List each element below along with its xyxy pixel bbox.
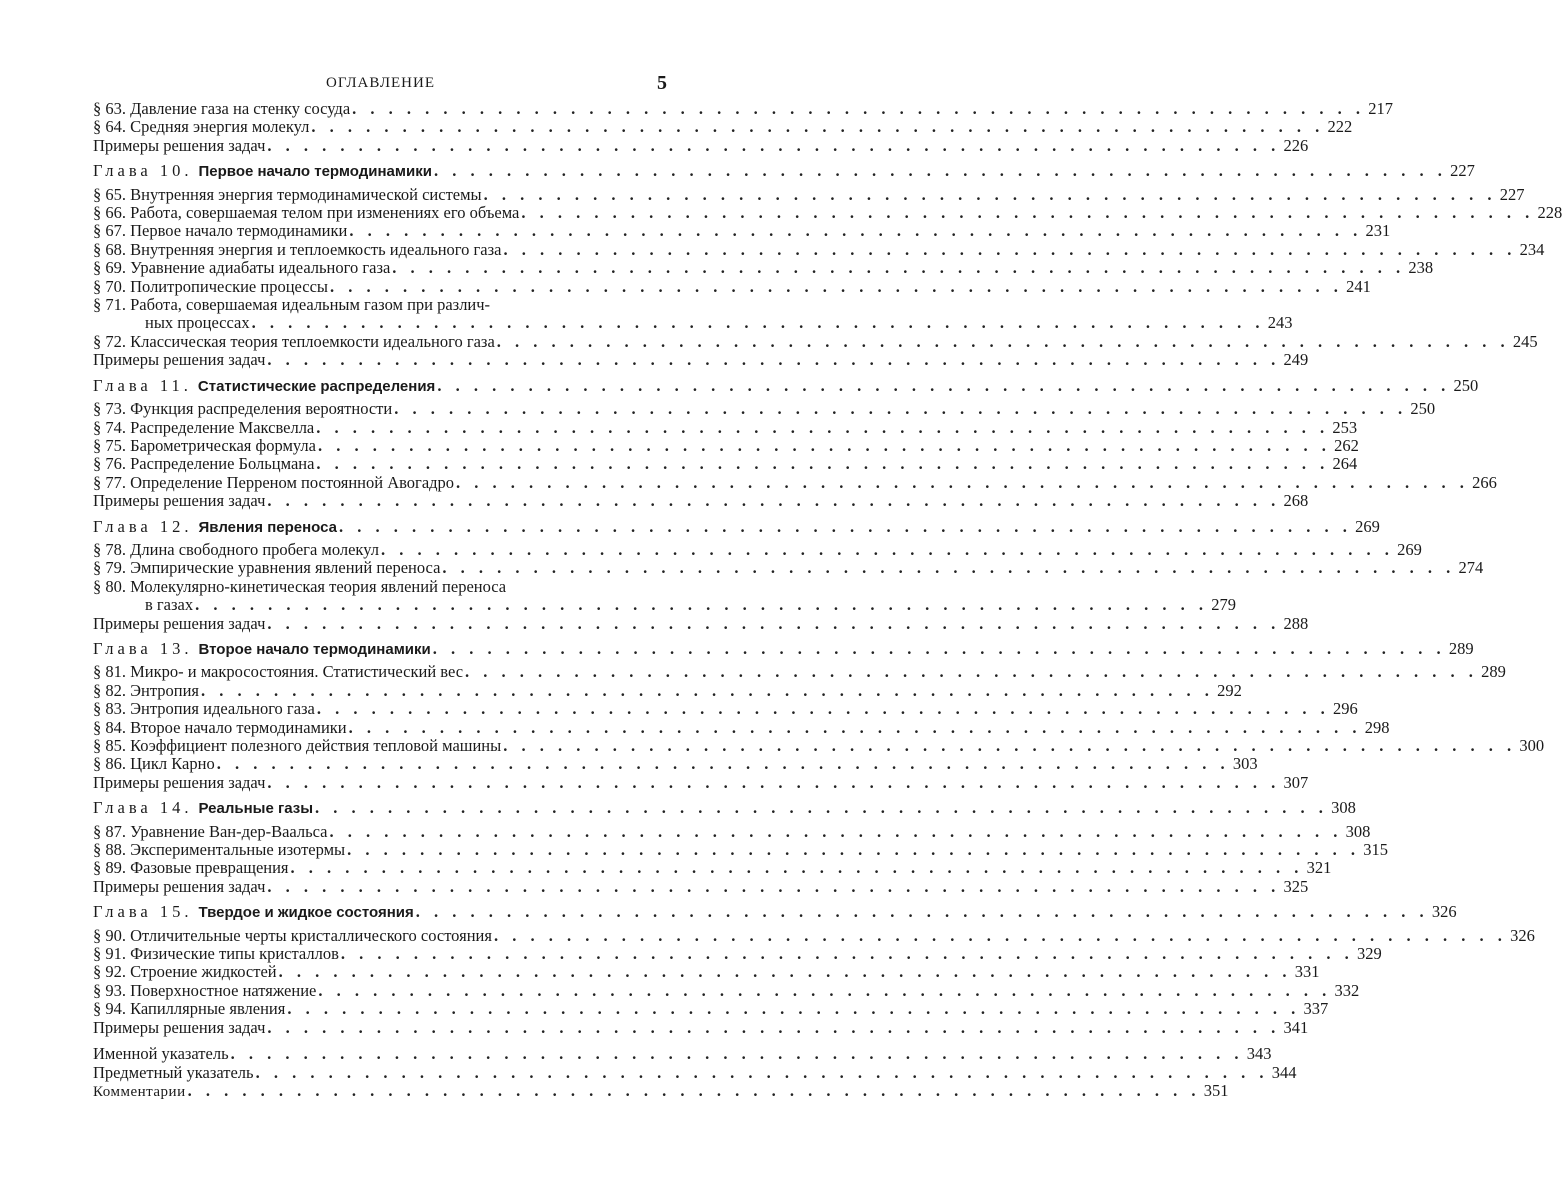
toc-entry-66[interactable]: [93, 203, 1562, 223]
chapter-label: Глава 13.: [93, 638, 193, 658]
leader-dots: . . . . . . . . . . . . . . . . . . . . . . . . . . . . . . . . . . . . . . . . . . . . . . . . . . . . . . . .: [503, 736, 1517, 755]
toc-entry-text: Примеры решения задач: [93, 772, 266, 792]
toc-entry-91[interactable]: [93, 944, 1382, 964]
chapter-title: Первое начало термодинамики: [198, 163, 432, 181]
toc-entry-page: 222: [1327, 117, 1353, 137]
toc-chapter-13[interactable]: [93, 638, 1474, 659]
toc-entry-page: 307: [1283, 772, 1309, 792]
toc-chapter-15[interactable]: [93, 902, 1457, 922]
leader-dots: . . . . . . . . . . . . . . . . . . . . . . . . . . . . . . . . . . . . . . . . . . . . . . . . . . . . . . . .: [187, 1080, 1201, 1100]
toc-entry-text: § 88. Экспериментальные изотермы: [93, 840, 346, 860]
leader-dots: . . . . . . . . . . . . . . . . . . . . . . . . . . . . . . . . . . . . . . . . . . . . . . . . . . . . . . . .: [456, 472, 1469, 492]
toc-entry-page: 343: [1246, 1044, 1272, 1064]
leader-dots: . . . . . . . . . . . . . . . . . . . . . . . . . . . . . . . . . . . . . . . . . . . . . . . . . . . . . . . .: [380, 539, 1394, 559]
toc-entry-text: § 93. Поверхностное натяжение: [93, 980, 317, 1000]
toc-entry-page: 289: [1448, 638, 1474, 658]
leader-dots: . . . . . . . . . . . . . . . . . . . . . . . . . . . . . . . . . . . . . . . . . . . . . . . . . . . . . . . .: [316, 699, 1330, 719]
leader-dots: . . . . . . . . . . . . . . . . . . . . . . . . . . . . . . . . . . . . . . . . . . . . . . . . . . . . . . . .: [493, 925, 1507, 945]
toc-entry-page: 341: [1283, 1017, 1309, 1037]
toc-entry-page: 241: [1346, 276, 1371, 296]
toc-entry-name-index[interactable]: [93, 1044, 1272, 1064]
toc-entry-page: 238: [1408, 258, 1434, 278]
toc-entry-page: 269: [1397, 539, 1422, 559]
chapter-label: Глава 15.: [93, 902, 193, 922]
toc-entry-text: § 80. Молекулярно-кинетическая теория явлений переноса: [93, 576, 507, 596]
toc-entry-page: 308: [1331, 798, 1356, 818]
leader-dots: . . . . . . . . . . . . . . . . . . . . . . . . . . . . . . . . . . . . . . . . . . . . . . . . . . . . . . . .: [330, 276, 1343, 296]
toc-page: [93, 66, 1562, 1101]
toc-entry-81[interactable]: [93, 662, 1506, 682]
toc-entry-73[interactable]: [93, 399, 1436, 419]
leader-dots: . . . . . . . . . . . . . . . . . . . . . . . . . . . . . . . . . . . . . . . . . . . . . . . . . . . . . . . .: [267, 1017, 1281, 1037]
toc-entry-text: § 75. Барометрическая формула: [93, 435, 316, 455]
toc-entry-page: 296: [1332, 699, 1358, 719]
toc-entry-text: § 73. Функция распределения вероятности: [93, 399, 393, 419]
toc-entry-text: Примеры решения задач: [93, 1017, 266, 1037]
toc-entry-87[interactable]: [93, 821, 1371, 841]
toc-entry-page: 326: [1431, 902, 1457, 922]
leader-dots: . . . . . . . . . . . . . . . . . . . . . . . . . . . . . . . . . . . . . . . . . . . . . . . . . . . . . . . .: [255, 1062, 1269, 1082]
toc-entry-text: § 86. Цикл Карно: [93, 754, 215, 774]
chapter-title: Статистические распределения: [197, 377, 436, 395]
toc-entry-83[interactable]: [93, 699, 1358, 719]
toc-entry-text: § 66. Работа, совершаемая телом при изменениях его объема: [93, 203, 520, 223]
toc-entry-subject-index[interactable]: [93, 1062, 1297, 1082]
toc-entry-page: 331: [1294, 962, 1320, 982]
leader-dots: . . . . . . . . . . . . . . . . . . . . . . . . . . . . . . . . . . . . . . . . . . . . . . . . . . . . . . . .: [267, 350, 1281, 370]
toc-entry-68[interactable]: [93, 239, 1545, 259]
toc-entry-71[interactable]: [93, 295, 1293, 333]
toc-entry-page: 253: [1332, 417, 1358, 437]
toc-entry-text: § 85. Коэффициент полезного действия тепловой машины: [93, 736, 502, 755]
toc-entry-page: 262: [1334, 435, 1359, 455]
toc-entry-page: 217: [1368, 99, 1394, 118]
toc-entry-79[interactable]: [93, 558, 1484, 578]
toc-entry-85[interactable]: [93, 736, 1545, 755]
leader-dots: . . . . . . . . . . . . . . . . . . . . . . . . . . . . . . . . . . . . . . . . . . . . . . . . . . . . . . . .: [267, 491, 1281, 511]
toc-entry-text: Примеры решения задач: [93, 135, 266, 155]
page-header: [93, 66, 668, 100]
toc-entry-90[interactable]: [93, 925, 1535, 945]
toc-entry-line: [93, 595, 1236, 615]
toc-entry-page: 250: [1453, 375, 1479, 395]
toc-entry-text: Примеры решения задач: [93, 613, 266, 633]
toc-entry-line: [93, 296, 668, 314]
leader-dots: . . . . . . . . . . . . . . . . . . . . . . . . . . . . . . . . . . . . . . . . . . . . . . . . . . . . . . . .: [442, 558, 1456, 578]
toc-entry-76[interactable]: [93, 454, 1358, 474]
toc-entry-text: § 67. Первое начало термодинамики: [93, 221, 348, 241]
toc-entry-page: 268: [1283, 491, 1309, 511]
toc-entry-examples-14[interactable]: [93, 876, 1309, 896]
leader-dots: . . . . . . . . . . . . . . . . . . . . . . . . . . . . . . . . . . . . . . . . . . . . . . . . . . . . . . . .: [318, 435, 1331, 455]
toc-entry-page: 231: [1365, 221, 1391, 241]
toc-entry-text: § 89. Фазовые превращения: [93, 858, 289, 878]
toc-entry-page: 249: [1283, 350, 1309, 370]
leader-dots: . . . . . . . . . . . . . . . . . . . . . . . . . . . . . . . . . . . . . . . . . . . . . . . . . . . . . . . .: [315, 798, 1328, 818]
toc-entry-text: ных процессах: [145, 313, 250, 333]
leader-dots: . . . . . . . . . . . . . . . . . . . . . . . . . . . . . . . . . . . . . . . . . . . . . . . . . . . . . . . .: [521, 203, 1535, 223]
header-title: ОГЛАВЛЕНИЕ: [326, 75, 435, 91]
leader-dots: . . . . . . . . . . . . . . . . . . . . . . . . . . . . . . . . . . . . . . . . . . . . . . . . . . . . . . . .: [392, 258, 1406, 278]
chapter-title: Явления переноса: [198, 518, 337, 536]
leader-dots: . . . . . . . . . . . . . . . . . . . . . . . . . . . . . . . . . . . . . . . . . . . . . . . . . . . . . . . .: [201, 680, 1214, 700]
toc-entry-page: 344: [1271, 1062, 1297, 1082]
toc-entry-page: 227: [1499, 184, 1525, 204]
chapter-title: Твердое и жидкое состояния: [198, 904, 414, 922]
leader-dots: . . . . . . . . . . . . . . . . . . . . . . . . . . . . . . . . . . . . . . . . . . . . . . . . . . . . . . . .: [287, 999, 1301, 1019]
leader-dots: . . . . . . . . . . . . . . . . . . . . . . . . . . . . . . . . . . . . . . . . . . . . . . . . . . . . . . . .: [216, 754, 1230, 774]
toc-entry-examples-10[interactable]: [93, 350, 1309, 370]
toc-entry-page: 279: [1211, 595, 1236, 615]
toc-entry-text: § 81. Микро- и макросостояния. Статистический вес: [93, 662, 464, 682]
toc-entry-70[interactable]: [93, 276, 1371, 296]
toc-entry-89[interactable]: [93, 858, 1332, 878]
toc-entry-84[interactable]: [93, 717, 1390, 737]
leader-dots: . . . . . . . . . . . . . . . . . . . . . . . . . . . . . . . . . . . . . . . . . . . . . . . . . . . . . . . .: [483, 184, 1497, 204]
toc-entry-69[interactable]: [93, 258, 1434, 278]
toc-entry-text: § 69. Уравнение адиабаты идеального газа: [93, 258, 391, 278]
toc-entry-94[interactable]: [93, 999, 1329, 1019]
chapter-label: Глава 10.: [93, 161, 193, 181]
toc-entry-line: [93, 578, 668, 596]
toc-entry-page: 228: [1537, 203, 1562, 223]
toc-entry-88[interactable]: [93, 840, 1388, 860]
toc-entry-page: 337: [1303, 999, 1329, 1019]
leader-dots: . . . . . . . . . . . . . . . . . . . . . . . . . . . . . . . . . . . . . . . . . . . . . . . . . . . . . . . .: [251, 313, 1265, 333]
toc-entry-examples-12[interactable]: [93, 613, 1309, 633]
toc-entry-page: 315: [1363, 840, 1388, 860]
chapter-label: Глава 12.: [93, 516, 193, 536]
leader-dots: . . . . . . . . . . . . . . . . . . . . . . . . . . . . . . . . . . . . . . . . . . . . . . . . . . . . . . . .: [329, 821, 1343, 841]
leader-dots: . . . . . . . . . . . . . . . . . . . . . . . . . . . . . . . . . . . . . . . . . . . . . . . . . . . . . . . .: [316, 454, 1330, 474]
toc-entry-text: § 63. Давление газа на стенку сосуда: [93, 99, 351, 118]
toc-entry-text: § 68. Внутренняя энергия и теплоемкость идеального газа: [93, 239, 502, 259]
toc-chapter-12[interactable]: [93, 516, 1380, 537]
leader-dots: . . . . . . . . . . . . . . . . . . . . . . . . . . . . . . . . . . . . . . . . . . . . . . . . . . . . . . . .: [311, 117, 1325, 137]
toc-entry-page: 300: [1519, 736, 1545, 755]
toc-entry-67[interactable]: [93, 221, 1391, 241]
leader-dots: . . . . . . . . . . . . . . . . . . . . . . . . . . . . . . . . . . . . . . . . . . . . . . . . . . . . . . . .: [348, 717, 1362, 737]
toc-entry-text: § 65. Внутренняя энергия термодинамической системы: [93, 184, 482, 204]
toc-entry-examples-11[interactable]: [93, 491, 1309, 511]
toc-entry-page: 234: [1519, 239, 1545, 259]
toc-entry-text: в газах: [145, 595, 194, 615]
toc-entry-text: Комментарии: [93, 1083, 186, 1100]
toc-entry-text: Примеры решения задач: [93, 876, 266, 896]
toc-entry-93[interactable]: [93, 980, 1360, 1000]
toc-entry-page: 292: [1217, 680, 1242, 700]
leader-dots: . . . . . . . . . . . . . . . . . . . . . . . . . . . . . . . . . . . . . . . . . . . . . . . . . . . . . . . .: [433, 161, 1447, 181]
toc-entry-page: 250: [1410, 399, 1436, 419]
toc-chapter-14[interactable]: [93, 798, 1356, 818]
toc-entry-text: § 83. Энтропия идеального газа: [93, 699, 315, 719]
toc-chapter-11[interactable]: [93, 375, 1479, 396]
leader-dots: . . . . . . . . . . . . . . . . . . . . . . . . . . . . . . . . . . . . . . . . . . . . . . . . . . . . . . . .: [230, 1044, 1244, 1064]
leader-dots: . . . . . . . . . . . . . . . . . . . . . . . . . . . . . . . . . . . . . . . . . . . . . . . . . . . . . . . .: [267, 772, 1281, 792]
toc-entry-text: § 76. Распределение Больцмана: [93, 454, 315, 474]
toc-entry-text: § 92. Строение жидкостей: [93, 962, 277, 982]
toc-entry-page: 303: [1232, 754, 1258, 774]
page-number: 5: [657, 72, 668, 94]
toc-entry-examples-15[interactable]: [93, 1017, 1309, 1037]
toc-entry-page: 326: [1510, 925, 1535, 945]
toc-entry-comments[interactable]: [93, 1080, 1229, 1101]
toc-entry-text: § 78. Длина свободного пробега молекул: [93, 539, 379, 559]
leader-dots: . . . . . . . . . . . . . . . . . . . . . . . . . . . . . . . . . . . . . . . . . . . . . . . . . . . . . . . .: [496, 331, 1510, 351]
leader-dots: . . . . . . . . . . . . . . . . . . . . . . . . . . . . . . . . . . . . . . . . . . . . . . . . . . . . . . . .: [394, 399, 1408, 419]
toc-entry-page: 298: [1364, 717, 1390, 737]
toc-entry-page: 325: [1283, 876, 1309, 896]
leader-dots: . . . . . . . . . . . . . . . . . . . . . . . . . . . . . . . . . . . . . . . . . . . . . . . . . . . . . . . .: [503, 239, 1517, 259]
leader-dots: . . . . . . . . . . . . . . . . . . . . . . . . . . . . . . . . . . . . . . . . . . . . . . . . . . . . . . . .: [290, 858, 1304, 878]
leader-dots: . . . . . . . . . . . . . . . . . . . . . . . . . . . . . . . . . . . . . . . . . . . . . . . . . . . . . . . .: [318, 980, 1332, 1000]
toc-entry-80[interactable]: [93, 576, 1236, 615]
leader-dots: . . . . . . . . . . . . . . . . . . . . . . . . . . . . . . . . . . . . . . . . . . . . . . . . . . . . . . . .: [316, 417, 1330, 437]
toc-entry-text: § 87. Уравнение Ван-дер-Ваальса: [93, 821, 328, 841]
toc-entry-page: 288: [1283, 613, 1309, 633]
toc-entry-64[interactable]: [93, 117, 1353, 137]
chapter-label: Глава 14.: [93, 798, 193, 818]
toc-entry-63[interactable]: [93, 99, 1394, 118]
leader-dots: . . . . . . . . . . . . . . . . . . . . . . . . . . . . . . . . . . . . . . . . . . . . . . . . . . . . . . . .: [278, 962, 1292, 982]
leader-dots: . . . . . . . . . . . . . . . . . . . . . . . . . . . . . . . . . . . . . . . . . . . . . . . . . . . . . . . .: [267, 613, 1281, 633]
leader-dots: . . . . . . . . . . . . . . . . . . . . . . . . . . . . . . . . . . . . . . . . . . . . . . . . . . . . . . . .: [352, 99, 1366, 118]
toc-entry-text: § 74. Распределение Максвелла: [93, 417, 315, 437]
leader-dots: . . . . . . . . . . . . . . . . . . . . . . . . . . . . . . . . . . . . . . . . . . . . . . . . . . . . . . . .: [432, 638, 1446, 658]
leader-dots: . . . . . . . . . . . . . . . . . . . . . . . . . . . . . . . . . . . . . . . . . . . . . . . . . . . . . . . .: [437, 375, 1451, 395]
toc-entry-page: 266: [1472, 472, 1497, 492]
toc-entry-page: 332: [1334, 980, 1360, 1000]
toc-entry-text: § 84. Второе начало термодинамики: [93, 717, 347, 737]
toc-entry-82[interactable]: [93, 680, 1242, 700]
toc-entry-77[interactable]: [93, 472, 1497, 492]
leader-dots: . . . . . . . . . . . . . . . . . . . . . . . . . . . . . . . . . . . . . . . . . . . . . . . . . . . . . . . .: [267, 876, 1281, 896]
leader-dots: . . . . . . . . . . . . . . . . . . . . . . . . . . . . . . . . . . . . . . . . . . . . . . . . . . . . . . . .: [267, 135, 1281, 155]
leader-dots: . . . . . . . . . . . . . . . . . . . . . . . . . . . . . . . . . . . . . . . . . . . . . . . . . . . . . . . .: [340, 944, 1354, 964]
toc-entry-text: Примеры решения задач: [93, 350, 266, 370]
toc-entry-page: 264: [1332, 454, 1358, 474]
chapter-label: Глава 11.: [93, 375, 192, 395]
chapter-title: Второе начало термодинамики: [198, 640, 431, 658]
toc-entry-74[interactable]: [93, 417, 1358, 437]
toc-entry-text: § 70. Политропические процессы: [93, 276, 328, 296]
toc-entry-page: 308: [1345, 821, 1371, 841]
toc-chapter-10[interactable]: [93, 161, 1475, 181]
toc-entry-page: 351: [1203, 1080, 1229, 1100]
toc-entry-text: § 82. Энтропия: [93, 680, 200, 700]
toc-entry-page: 274: [1458, 558, 1484, 578]
toc-entry-86[interactable]: [93, 754, 1258, 774]
toc-entry-page: 245: [1512, 331, 1538, 351]
chapter-title: Реальные газы: [198, 800, 314, 818]
leader-dots: . . . . . . . . . . . . . . . . . . . . . . . . . . . . . . . . . . . . . . . . . . . . . . . . . . . . . . . .: [339, 516, 1352, 536]
toc-entry-75[interactable]: [93, 435, 1359, 455]
toc-entry-92[interactable]: [93, 962, 1320, 982]
toc-entry-page: 269: [1355, 516, 1380, 536]
toc-entry-page: 329: [1357, 944, 1382, 964]
toc-entry-65[interactable]: [93, 184, 1525, 204]
toc-entry-page: 243: [1267, 313, 1293, 333]
toc-entry-page: 226: [1283, 135, 1309, 155]
leader-dots: . . . . . . . . . . . . . . . . . . . . . . . . . . . . . . . . . . . . . . . . . . . . . . . . . . . . . . . .: [415, 902, 1429, 922]
toc-entry-78[interactable]: [93, 539, 1422, 559]
toc-entry-72[interactable]: [93, 331, 1538, 351]
toc-entry-text: Примеры решения задач: [93, 491, 266, 511]
leader-dots: . . . . . . . . . . . . . . . . . . . . . . . . . . . . . . . . . . . . . . . . . . . . . . . . . . . . . . . .: [349, 221, 1363, 241]
toc-entry-text: § 79. Эмпирические уравнения явлений переноса: [93, 558, 441, 578]
toc-entry-text: § 94. Капиллярные явления: [93, 999, 286, 1019]
toc-entry-examples-9[interactable]: [93, 135, 1309, 155]
leader-dots: . . . . . . . . . . . . . . . . . . . . . . . . . . . . . . . . . . . . . . . . . . . . . . . . . . . . . . . .: [465, 662, 1478, 682]
toc-entry-text: Именной указатель: [93, 1044, 229, 1064]
leader-dots: . . . . . . . . . . . . . . . . . . . . . . . . . . . . . . . . . . . . . . . . . . . . . . . . . . . . . . . .: [347, 840, 1360, 860]
toc-entry-page: 321: [1306, 858, 1332, 878]
toc-entry-line: [93, 313, 1293, 333]
toc-entry-text: § 77. Определение Перреном постоянной Авогадро: [93, 472, 455, 492]
toc-entry-page: 227: [1450, 161, 1475, 181]
toc-entry-examples-13[interactable]: [93, 772, 1309, 792]
toc-entry-page: 289: [1481, 662, 1506, 682]
leader-dots: . . . . . . . . . . . . . . . . . . . . . . . . . . . . . . . . . . . . . . . . . . . . . . . . . . . . . . . .: [195, 595, 1208, 615]
toc-entry-text: § 64. Средняя энергия молекул: [93, 117, 310, 137]
toc-entry-text: Предметный указатель: [93, 1062, 254, 1082]
toc-entry-text: § 71. Работа, совершаемая идеальным газом при различ-: [93, 295, 491, 315]
toc-entry-text: § 90. Отличительные черты кристаллического состояния: [93, 925, 492, 945]
toc-entry-text: § 91. Физические типы кристаллов: [93, 944, 339, 964]
toc-entry-text: § 72. Классическая теория теплоемкости идеального газа: [93, 331, 495, 351]
